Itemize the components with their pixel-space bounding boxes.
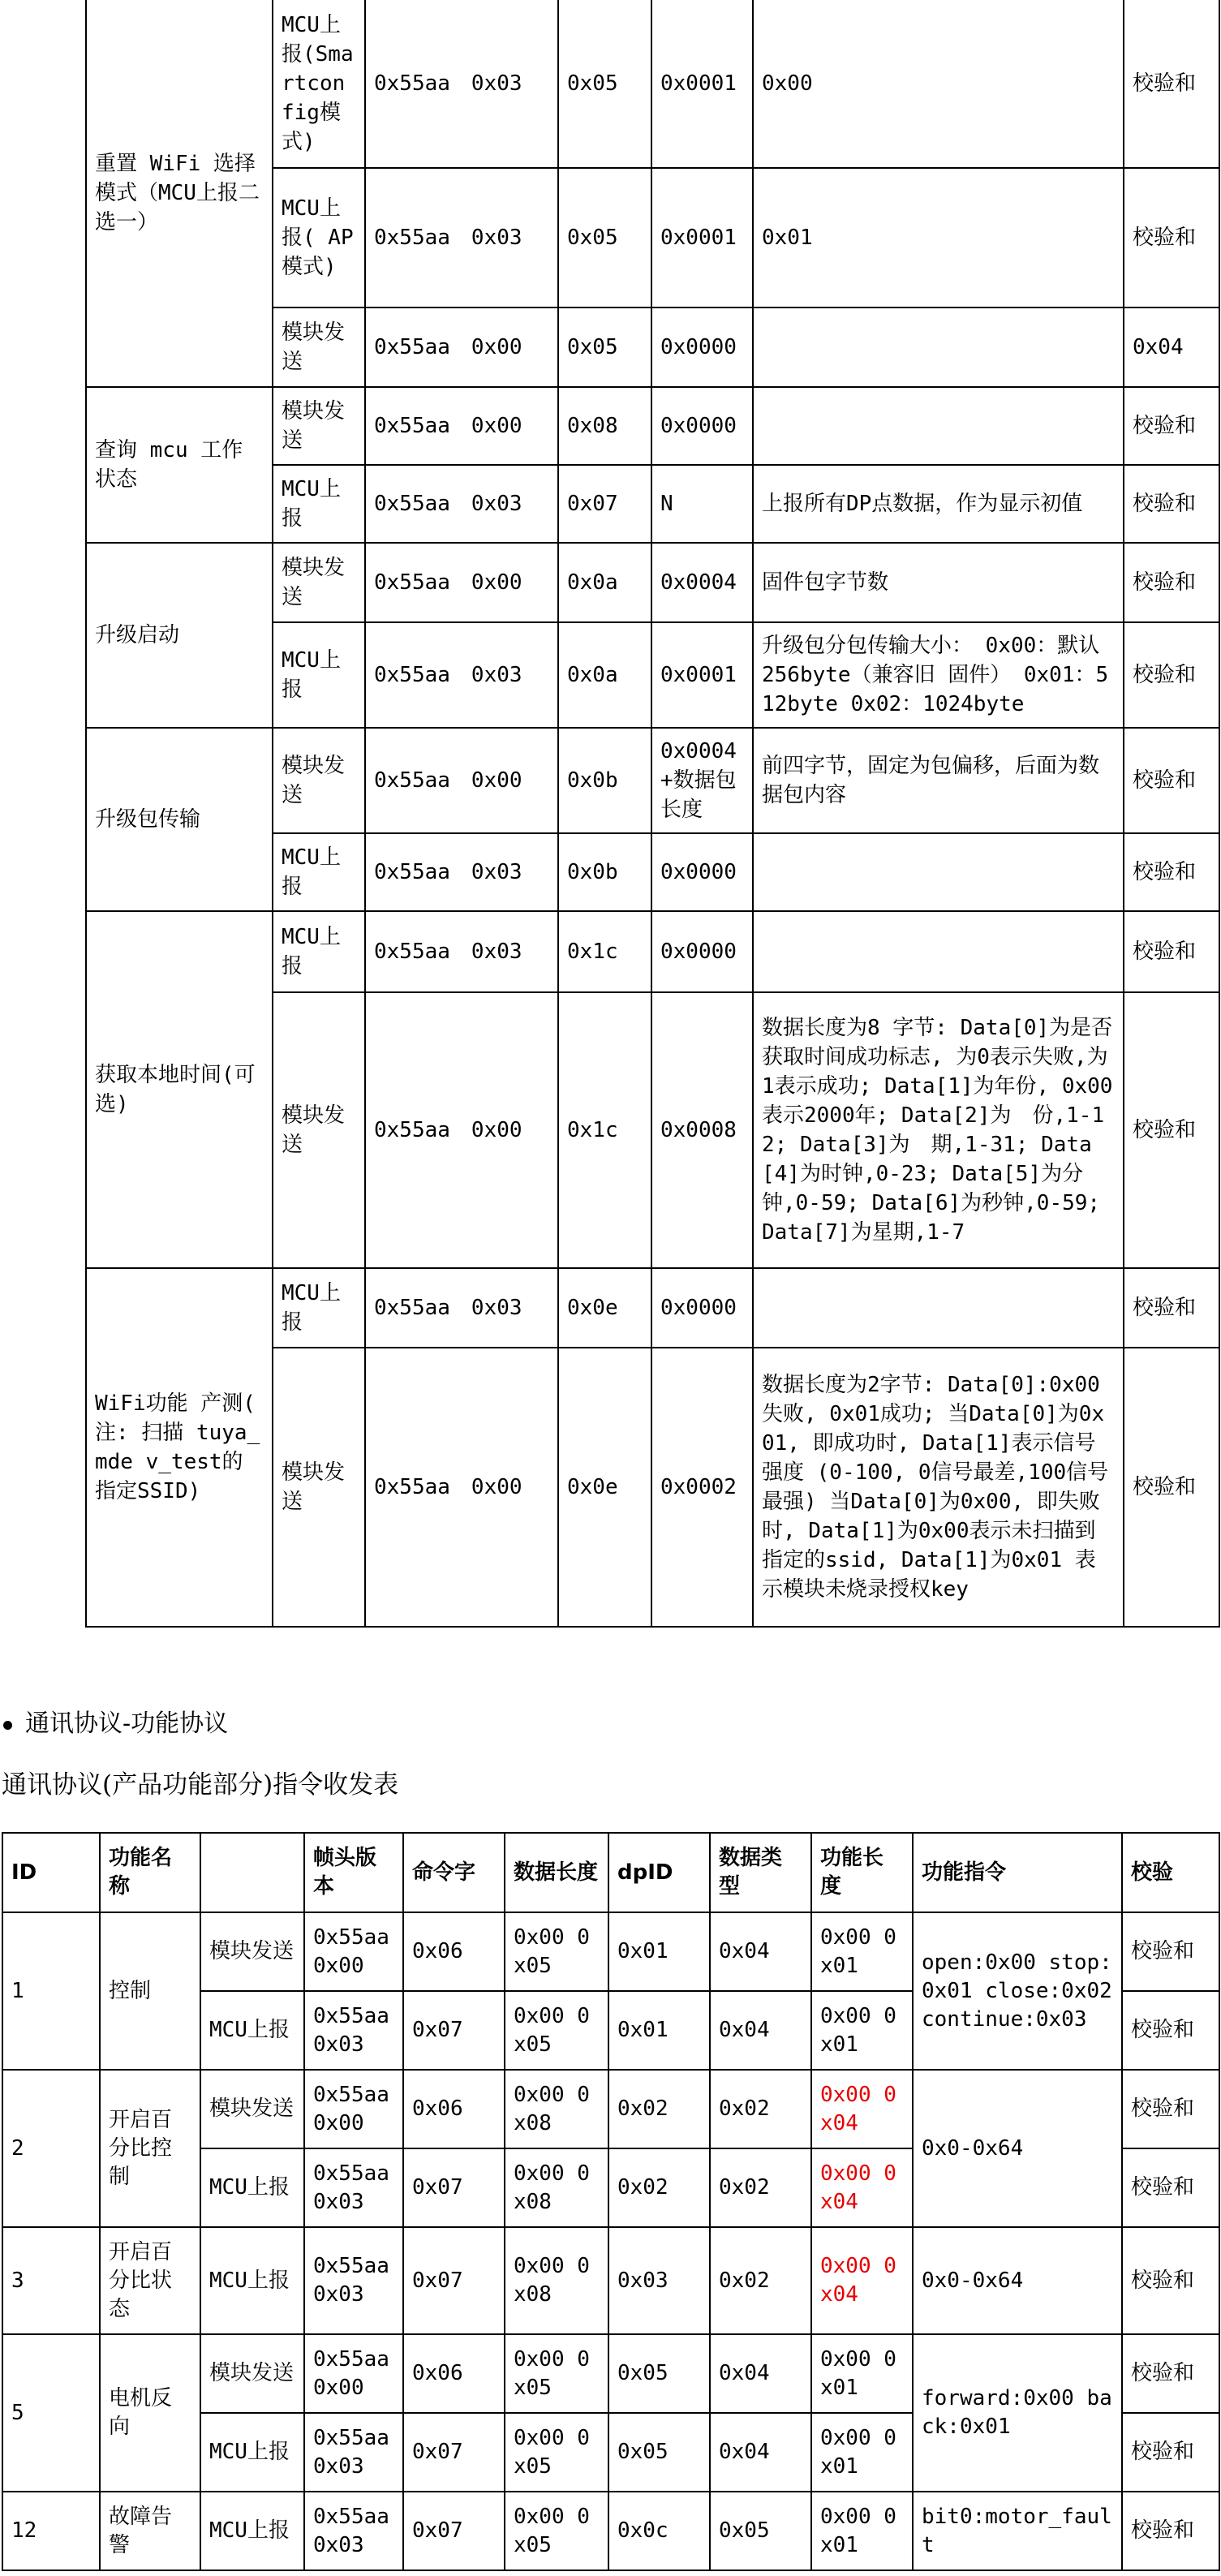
function-name-cell: 控制 bbox=[100, 1912, 200, 2070]
data-cell: 0x01 bbox=[753, 168, 1124, 307]
function-name-cell: 电机反向 bbox=[100, 2334, 200, 2492]
frame-header-cell: 0x55aa 0x00 bbox=[365, 1348, 558, 1627]
frame-version-cell: 0x55aa0x03 bbox=[304, 2413, 403, 2492]
function-cell: 升级启动 bbox=[86, 543, 273, 728]
direction-cell: MCU上报 bbox=[200, 2492, 304, 2570]
data-cell bbox=[753, 833, 1124, 911]
header-direction bbox=[200, 1833, 304, 1912]
dpid-cell: 0x01 bbox=[608, 1912, 710, 1991]
command-cell: 0x08 bbox=[558, 387, 651, 465]
table-header-row bbox=[2, 1833, 1219, 1912]
function-length-cell: 0x00 0x01 bbox=[811, 2413, 913, 2492]
direction-cell: 模块发送 bbox=[273, 307, 365, 387]
data-cell: 上报所有DP点数据，作为显示初值 bbox=[753, 465, 1124, 543]
function-length-cell: 0x00 0x04 bbox=[811, 2148, 913, 2227]
command-cell: 0x06 bbox=[403, 2070, 505, 2148]
direction-cell: MCU上报 bbox=[273, 911, 365, 992]
data-cell: 0x00 bbox=[753, 0, 1124, 168]
checksum-cell: 校验和 bbox=[1124, 465, 1219, 543]
function-name-cell: 开启百分比状态 bbox=[100, 2227, 200, 2334]
table-row bbox=[86, 387, 1219, 465]
table-row bbox=[86, 543, 1219, 622]
data-length-cell: 0x0001 bbox=[651, 622, 753, 728]
direction-cell: 模块发送 bbox=[200, 1912, 304, 1991]
id-cell: 12 bbox=[2, 2492, 100, 2570]
frame-version-cell: 0x55aa0x03 bbox=[304, 1991, 403, 2070]
direction-cell: 模块发送 bbox=[273, 728, 365, 833]
checksum-cell: 校验和 bbox=[1122, 2070, 1219, 2148]
command-cell: 0x1c bbox=[558, 992, 651, 1268]
command-cell: 0x0e bbox=[558, 1348, 651, 1627]
data-cell: 升级包分包传输大小： 0x00：默认 256byte（兼容旧 固件） 0x01：512byte 0x02：1024byte bbox=[753, 622, 1124, 728]
frame-version-cell: 0x55aa0x00 bbox=[304, 2334, 403, 2413]
data-length-cell: 0x0008 bbox=[651, 992, 753, 1268]
direction-cell: MCU上报 bbox=[200, 2148, 304, 2227]
direction-cell: MCU上报 bbox=[273, 622, 365, 728]
data-type-cell: 0x04 bbox=[710, 2334, 811, 2413]
direction-cell: 模块发送 bbox=[273, 992, 365, 1268]
checksum-cell: 校验和 bbox=[1122, 2334, 1219, 2413]
command-cell: 0x0a bbox=[558, 622, 651, 728]
bullet-icon bbox=[3, 1721, 12, 1730]
data-length-cell: 0x0000 bbox=[651, 833, 753, 911]
function-length-cell: 0x00 0x04 bbox=[811, 2227, 913, 2334]
frame-header-cell: 0x55aa 0x03 bbox=[365, 622, 558, 728]
data-length-cell: 0x0002 bbox=[651, 1348, 753, 1627]
direction-cell: 模块发送 bbox=[273, 543, 365, 622]
checksum-cell: 校验和 bbox=[1122, 2148, 1219, 2227]
id-cell: 1 bbox=[2, 1912, 100, 2070]
table-row bbox=[86, 911, 1219, 992]
checksum-cell: 0x04 bbox=[1124, 307, 1219, 387]
data-length-cell: 0x0000 bbox=[651, 307, 753, 387]
header-function-name: 功能名称 bbox=[100, 1833, 200, 1912]
table-title: 通讯协议(产品功能部分)指令收发表 bbox=[2, 1770, 399, 1800]
command-cell: 0x07 bbox=[403, 2413, 505, 2492]
data-type-cell: 0x02 bbox=[710, 2227, 811, 2334]
function-instruction-cell: 0x0-0x64 bbox=[913, 2227, 1122, 2334]
header-command: 命令字 bbox=[403, 1833, 505, 1912]
function-protocol-table bbox=[2, 1832, 1220, 2571]
frame-header-cell: 0x55aa 0x00 bbox=[365, 992, 558, 1268]
frame-version-cell: 0x55aa0x03 bbox=[304, 2227, 403, 2334]
data-length-cell: 0x0000 bbox=[651, 1268, 753, 1348]
direction-cell: 模块发送 bbox=[273, 1348, 365, 1627]
direction-cell: MCU上报 bbox=[273, 465, 365, 543]
command-cell: 0x07 bbox=[558, 465, 651, 543]
header-data-type: 数据类型 bbox=[710, 1833, 811, 1912]
function-instruction-cell: bit0:motor_fault bbox=[913, 2492, 1122, 2570]
data-length-cell: 0x0001 bbox=[651, 168, 753, 307]
table-row bbox=[2, 1912, 1219, 1991]
function-cell: 查询 mcu 工作状态 bbox=[86, 387, 273, 543]
id-cell: 3 bbox=[2, 2227, 100, 2334]
direction-cell: MCU上报 bbox=[200, 1991, 304, 2070]
data-length-cell: 0x0004+数据包长度 bbox=[651, 728, 753, 833]
frame-version-cell: 0x55aa0x03 bbox=[304, 2492, 403, 2570]
direction-cell: MCU上报( AP 模式) bbox=[273, 168, 365, 307]
function-instruction-cell: forward:0x00 back:0x01 bbox=[913, 2334, 1122, 2492]
data-cell bbox=[753, 387, 1124, 465]
data-length-cell: 0x0000 bbox=[651, 911, 753, 992]
direction-cell: 模块发送 bbox=[200, 2334, 304, 2413]
command-cell: 0x0b bbox=[558, 833, 651, 911]
command-cell: 0x1c bbox=[558, 911, 651, 992]
table-row bbox=[86, 1268, 1219, 1348]
direction-cell: 模块发送 bbox=[273, 387, 365, 465]
function-cell: 获取本地时间(可选) bbox=[86, 911, 273, 1268]
checksum-cell: 校验和 bbox=[1124, 387, 1219, 465]
frame-header-cell: 0x55aa 0x00 bbox=[365, 728, 558, 833]
checksum-cell: 校验和 bbox=[1124, 833, 1219, 911]
command-cell: 0x07 bbox=[403, 1991, 505, 2070]
checksum-cell: 校验和 bbox=[1124, 168, 1219, 307]
table-row bbox=[86, 0, 1219, 168]
data-length-cell: 0x00 0x08 bbox=[505, 2148, 608, 2227]
data-cell: 数据长度为2字节: Data[0]:0x00失败, 0x01成功; 当Data[0]为0x01, 即成功时, Data[1]表示信号强度 (0-100, 0信号最差,100信号最强) 当Data[0]为0x00, 即失败时, Data[1]为0x00表示未扫描到指定的ssid, Data[1]为0x01 表示模块未烧录授权key bbox=[753, 1348, 1124, 1627]
command-cell: 0x06 bbox=[403, 1912, 505, 1991]
function-length-cell: 0x00 0x04 bbox=[811, 2070, 913, 2148]
command-cell: 0x05 bbox=[558, 168, 651, 307]
data-length-cell: 0x00 0x08 bbox=[505, 2070, 608, 2148]
data-type-cell: 0x02 bbox=[710, 2070, 811, 2148]
data-type-cell: 0x05 bbox=[710, 2492, 811, 2570]
function-cell: 升级包传输 bbox=[86, 728, 273, 911]
data-length-cell: 0x0001 bbox=[651, 0, 753, 168]
direction-cell: MCU上报 bbox=[200, 2227, 304, 2334]
checksum-cell: 校验和 bbox=[1124, 1268, 1219, 1348]
checksum-cell: 校验和 bbox=[1122, 1991, 1219, 2070]
section-bullet bbox=[2, 1708, 228, 1740]
function-cell: 重置 WiFi 选择模式（MCU上报二选一） bbox=[86, 0, 273, 387]
data-length-cell: 0x0000 bbox=[651, 387, 753, 465]
function-cell: WiFi功能 产测( 注: 扫描 tuya_mde v_test的 指定SSID) bbox=[86, 1268, 273, 1627]
header-data-length: 数据长度 bbox=[505, 1833, 608, 1912]
frame-header-cell: 0x55aa 0x00 bbox=[365, 543, 558, 622]
header-frame-version: 帧头版本 bbox=[304, 1833, 403, 1912]
header-function-instruction: 功能指令 bbox=[913, 1833, 1122, 1912]
id-cell: 2 bbox=[2, 2070, 100, 2227]
frame-header-cell: 0x55aa 0x00 bbox=[365, 307, 558, 387]
checksum-cell: 校验和 bbox=[1122, 2413, 1219, 2492]
data-cell: 前四字节，固定为包偏移，后面为数据包内容 bbox=[753, 728, 1124, 833]
frame-version-cell: 0x55aa0x03 bbox=[304, 2148, 403, 2227]
command-cell: 0x0a bbox=[558, 543, 651, 622]
data-length-cell: 0x00 0x08 bbox=[505, 2227, 608, 2334]
command-cell: 0x0e bbox=[558, 1268, 651, 1348]
command-cell: 0x07 bbox=[403, 2148, 505, 2227]
table-row bbox=[2, 2070, 1219, 2148]
data-length-cell: 0x00 0x05 bbox=[505, 2492, 608, 2570]
command-cell: 0x07 bbox=[403, 2227, 505, 2334]
dpid-cell: 0x05 bbox=[608, 2413, 710, 2492]
command-cell: 0x0b bbox=[558, 728, 651, 833]
checksum-cell: 校验和 bbox=[1124, 911, 1219, 992]
data-type-cell: 0x02 bbox=[710, 2148, 811, 2227]
data-cell bbox=[753, 307, 1124, 387]
header-function-length: 功能长度 bbox=[811, 1833, 913, 1912]
checksum-cell: 校验和 bbox=[1124, 543, 1219, 622]
function-name-cell: 故障告警 bbox=[100, 2492, 200, 2570]
frame-header-cell: 0x55aa 0x03 bbox=[365, 833, 558, 911]
function-length-cell: 0x00 0x01 bbox=[811, 2334, 913, 2413]
direction-cell: MCU上报(Smartconfig模式) bbox=[273, 0, 365, 168]
header-dpid: dpID bbox=[608, 1833, 710, 1912]
data-length-cell: 0x00 0x05 bbox=[505, 2413, 608, 2492]
data-type-cell: 0x04 bbox=[710, 1912, 811, 1991]
data-length-cell: 0x00 0x05 bbox=[505, 2334, 608, 2413]
table-row bbox=[2, 2492, 1219, 2570]
dpid-cell: 0x02 bbox=[608, 2070, 710, 2148]
checksum-cell: 校验和 bbox=[1124, 992, 1219, 1268]
data-cell bbox=[753, 1268, 1124, 1348]
frame-version-cell: 0x55aa0x00 bbox=[304, 1912, 403, 1991]
frame-header-cell: 0x55aa 0x03 bbox=[365, 465, 558, 543]
data-type-cell: 0x04 bbox=[710, 2413, 811, 2492]
data-length-cell: 0x00 0x05 bbox=[505, 1991, 608, 2070]
data-cell: 数据长度为8 字节: Data[0]为是否获取时间成功标志, 为0表示失败,为1表示成功; Data[1]为年份, 0x00表示2000年; Data[2]为 份,1-12; Data[3]为 期,1-31; Data[4]为时钟,0-23; Data[5]为分钟,0-59; Data[6]为秒钟,0-59; Data[7]为星期,1-7 bbox=[753, 992, 1124, 1268]
function-name-cell: 开启百分比控制 bbox=[100, 2070, 200, 2227]
checksum-cell: 校验和 bbox=[1124, 728, 1219, 833]
checksum-cell: 校验和 bbox=[1122, 2227, 1219, 2334]
function-instruction-cell: open:0x00 stop:0x01 close:0x02 continue:0x03 bbox=[913, 1912, 1122, 2070]
function-length-cell: 0x00 0x01 bbox=[811, 1991, 913, 2070]
header-id: ID bbox=[2, 1833, 100, 1912]
frame-header-cell: 0x55aa 0x03 bbox=[365, 1268, 558, 1348]
frame-header-cell: 0x55aa 0x03 bbox=[365, 168, 558, 307]
frame-header-cell: 0x55aa 0x03 bbox=[365, 911, 558, 992]
checksum-cell: 校验和 bbox=[1122, 2492, 1219, 2570]
checksum-cell: 校验和 bbox=[1124, 622, 1219, 728]
data-length-cell: 0x00 0x05 bbox=[505, 1912, 608, 1991]
direction-cell: MCU上报 bbox=[273, 833, 365, 911]
function-instruction-cell: 0x0-0x64 bbox=[913, 2070, 1122, 2227]
data-cell bbox=[753, 911, 1124, 992]
table-row bbox=[86, 728, 1219, 833]
dpid-cell: 0x05 bbox=[608, 2334, 710, 2413]
data-type-cell: 0x04 bbox=[710, 1991, 811, 2070]
direction-cell: 模块发送 bbox=[200, 2070, 304, 2148]
header-checksum: 校验 bbox=[1122, 1833, 1219, 1912]
dpid-cell: 0x01 bbox=[608, 1991, 710, 2070]
table-row bbox=[2, 2227, 1219, 2334]
frame-version-cell: 0x55aa0x00 bbox=[304, 2070, 403, 2148]
direction-cell: MCU上报 bbox=[200, 2413, 304, 2492]
dp-command-table bbox=[85, 0, 1220, 1628]
function-length-cell: 0x00 0x01 bbox=[811, 2492, 913, 2570]
checksum-cell: 校验和 bbox=[1122, 1912, 1219, 1991]
frame-header-cell: 0x55aa 0x03 bbox=[365, 0, 558, 168]
checksum-cell: 校验和 bbox=[1124, 1348, 1219, 1627]
data-length-cell: N bbox=[651, 465, 753, 543]
direction-cell: MCU上报 bbox=[273, 1268, 365, 1348]
table-row bbox=[2, 2334, 1219, 2413]
data-length-cell: 0x0004 bbox=[651, 543, 753, 622]
dpid-cell: 0x0c bbox=[608, 2492, 710, 2570]
data-cell: 固件包字节数 bbox=[753, 543, 1124, 622]
function-length-cell: 0x00 0x01 bbox=[811, 1912, 913, 1991]
command-cell: 0x05 bbox=[558, 0, 651, 168]
id-cell: 5 bbox=[2, 2334, 100, 2492]
bullet-text: 通讯协议-功能协议 bbox=[25, 1709, 229, 1738]
command-cell: 0x05 bbox=[558, 307, 651, 387]
frame-header-cell: 0x55aa 0x00 bbox=[365, 387, 558, 465]
command-cell: 0x07 bbox=[403, 2492, 505, 2570]
command-cell: 0x06 bbox=[403, 2334, 505, 2413]
dpid-cell: 0x03 bbox=[608, 2227, 710, 2334]
checksum-cell: 校验和 bbox=[1124, 0, 1219, 168]
dpid-cell: 0x02 bbox=[608, 2148, 710, 2227]
